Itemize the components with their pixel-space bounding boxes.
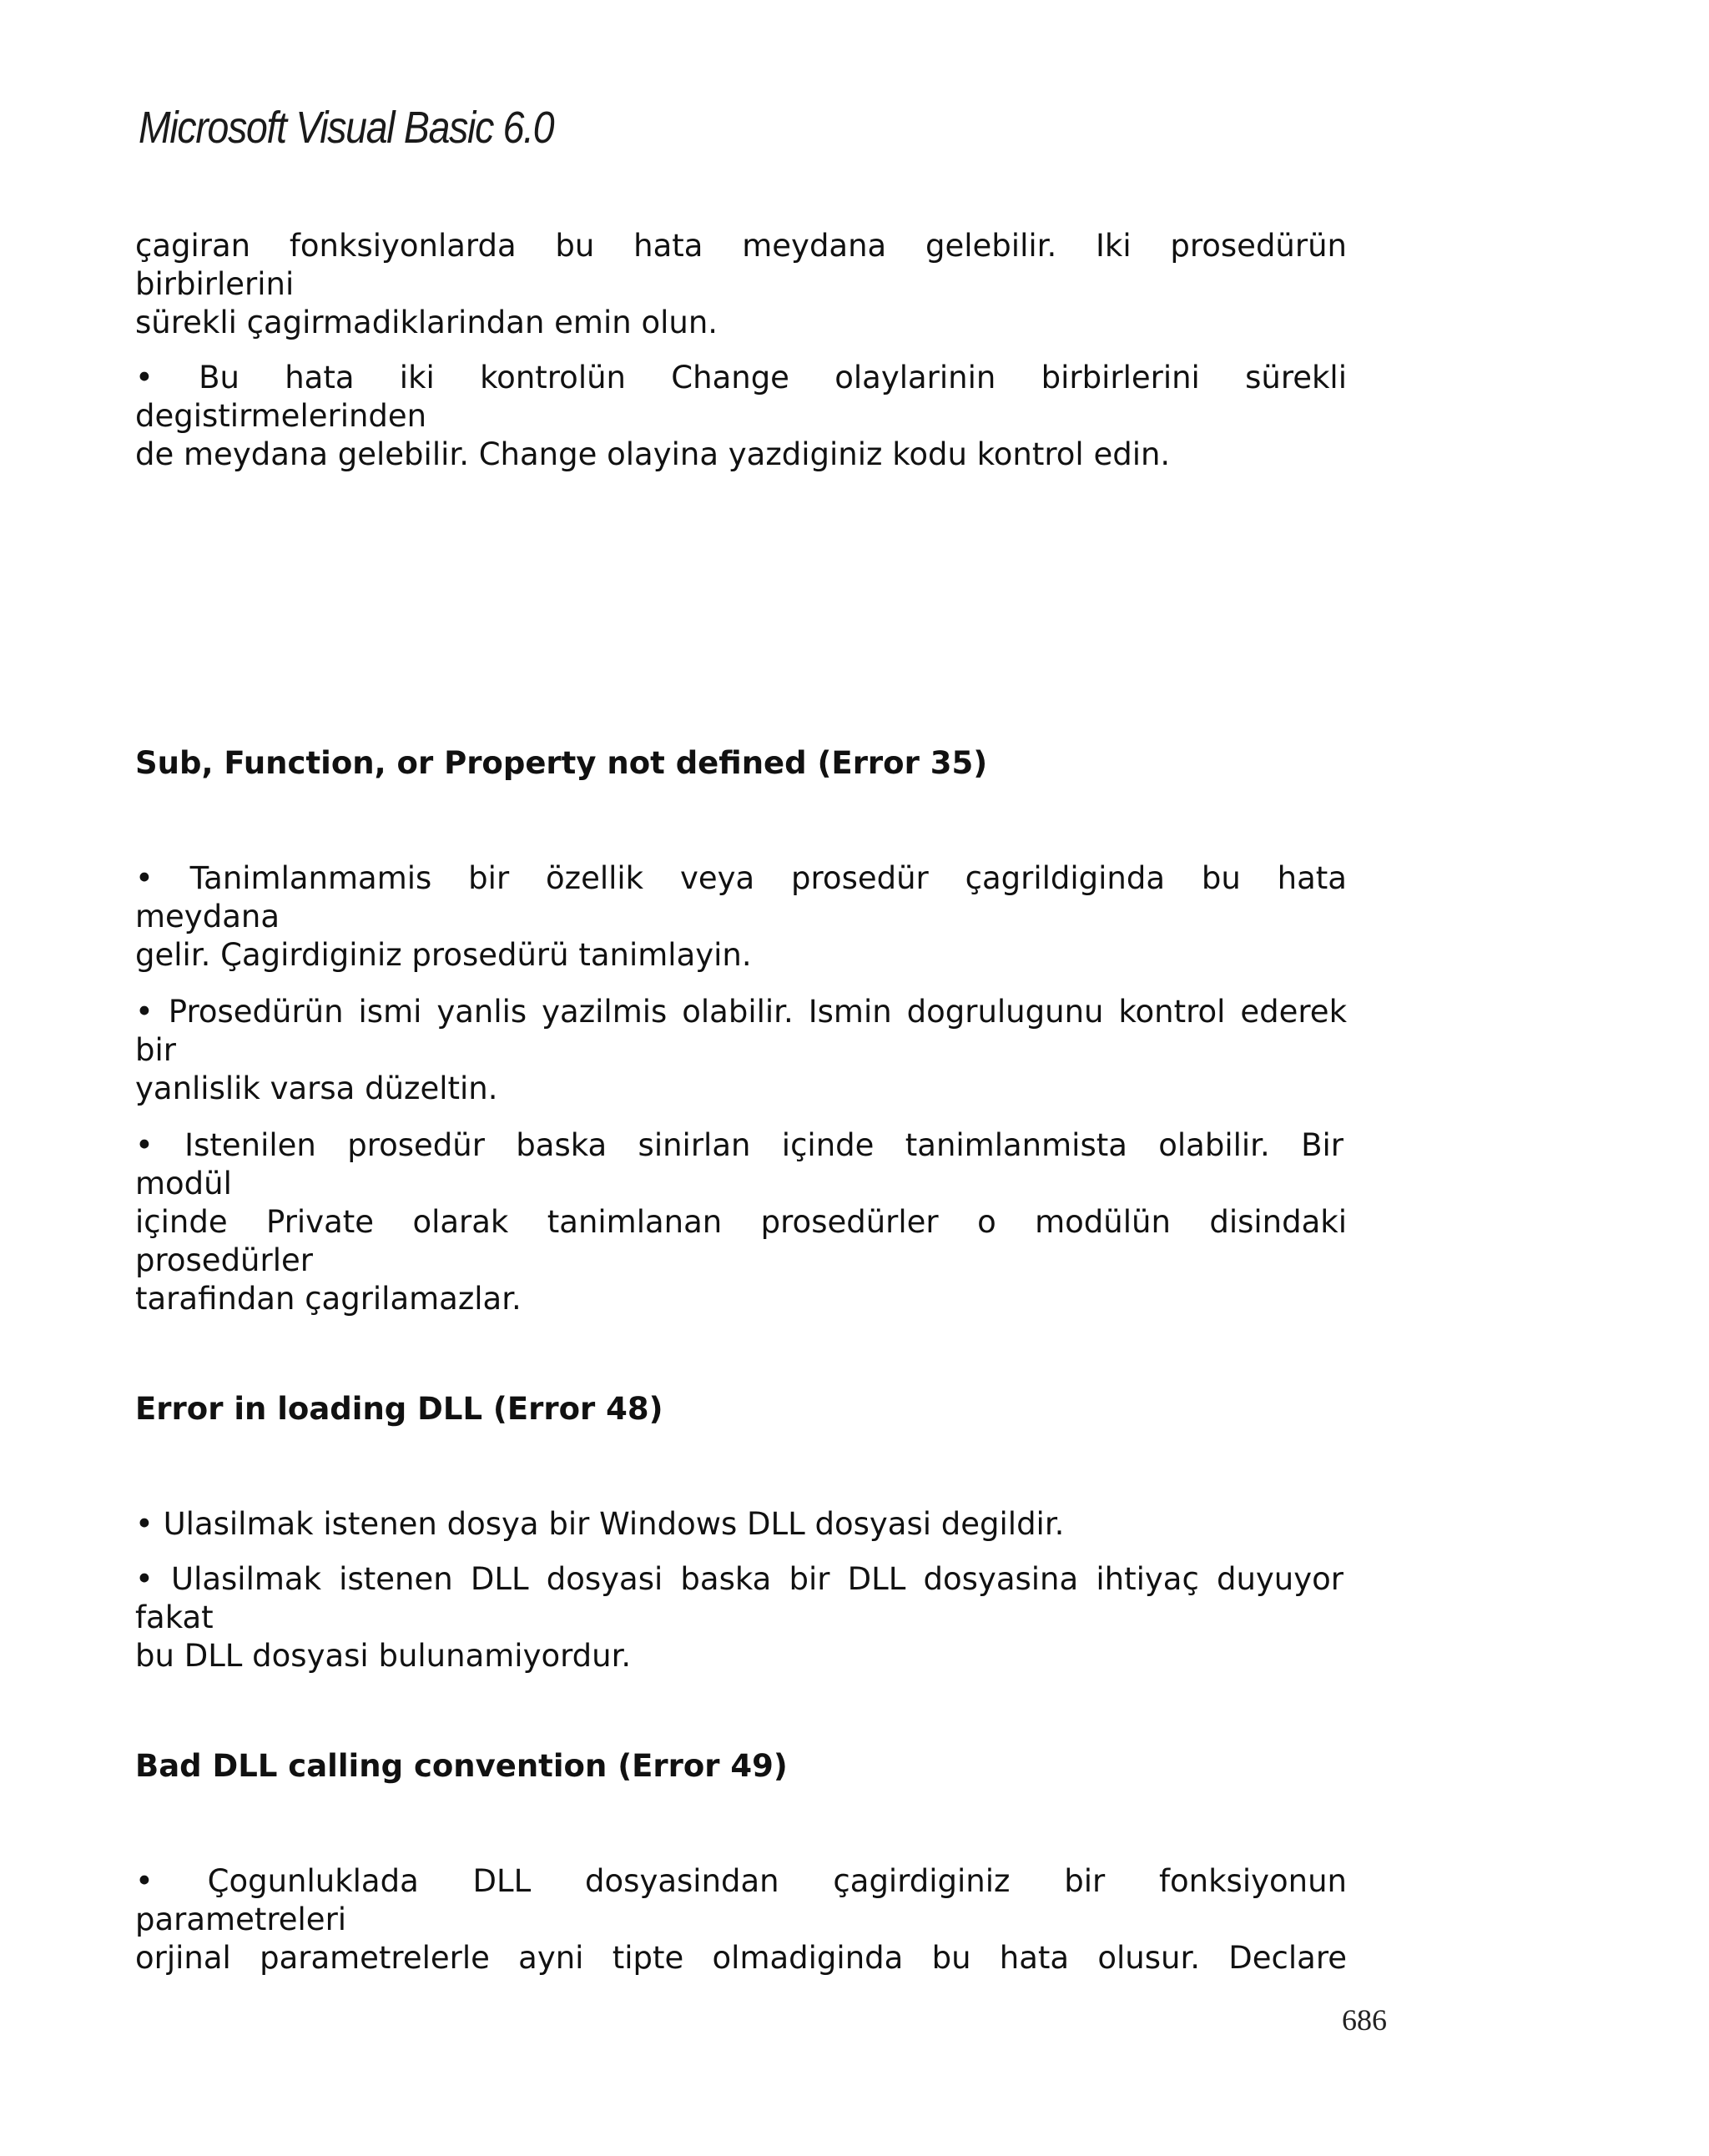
bullet-line: • Ulasilmak istenen dosya bir Windows DLL dosyasi degildir. xyxy=(135,1506,1065,1542)
text-line: bu DLL dosyasi bulunamiyordur. xyxy=(135,1638,632,1674)
text-line: gelir. Çagirdiginiz prosedürü tanimlayin. xyxy=(135,937,752,973)
bullet-line: • Çogunluklada DLL dosyasindan çagirdiginiz bir fonksiyonun xyxy=(135,1863,1347,1899)
text-line: bir xyxy=(135,1032,176,1068)
text-line: modül xyxy=(135,1166,232,1201)
bullet-line: • Ulasilmak istenen DLL dosyasi baska bir DLL dosyasina ihtiyaç duyuyor xyxy=(135,1561,1344,1597)
page-number: 686 xyxy=(1342,2003,1387,2037)
text-line: prosedürler xyxy=(135,1242,313,1278)
section-heading: Error in loading DLL (Error 48) xyxy=(135,1391,663,1427)
text-line: de meydana gelebilir. Change olayina yazdiginiz kodu kontrol edin. xyxy=(135,436,1171,472)
text-line: fakat xyxy=(135,1599,214,1635)
text-line: sürekli çagirmadiklarindan emin olun. xyxy=(135,305,718,340)
text-line: içinde Private olarak tanimlanan prosedürler o modülün disindaki xyxy=(135,1204,1347,1240)
section-heading: Bad DLL calling convention (Error 49) xyxy=(135,1748,788,1784)
text-line: orjinal parametrelerle ayni tipte olmadiginda bu hata olusur. Declare xyxy=(135,1940,1347,1976)
text-line: parametreleri xyxy=(135,1902,347,1937)
bullet-line: • Istenilen prosedür baska sinirlan içinde tanimlanmista olabilir. Bir xyxy=(135,1127,1344,1163)
bullet-line: • Bu hata iki kontrolün Change olaylarinin birbirlerini sürekli xyxy=(135,360,1347,395)
text-line: meydana xyxy=(135,899,280,934)
text-line: çagiran fonksiyonlarda bu hata meydana gelebilir. Iki prosedürün xyxy=(135,228,1347,264)
section-heading: Sub, Function, or Property not defined (Error 35) xyxy=(135,745,988,781)
text-line: yanlislik varsa düzeltin. xyxy=(135,1070,498,1106)
bullet-line: • Prosedürün ismi yanlis yazilmis olabilir. Ismin dogrulugunu kontrol ederek xyxy=(135,994,1347,1030)
bullet-line: • Tanimlanmamis bir özellik veya prosedür çagrildiginda bu hata xyxy=(135,860,1347,896)
text-line: tarafindan çagrilamazlar. xyxy=(135,1281,522,1317)
running-header-title: Microsoft Visual Basic 6.0 xyxy=(139,103,554,153)
text-line: degistirmelerinden xyxy=(135,398,427,434)
text-line: birbirlerini xyxy=(135,266,295,302)
